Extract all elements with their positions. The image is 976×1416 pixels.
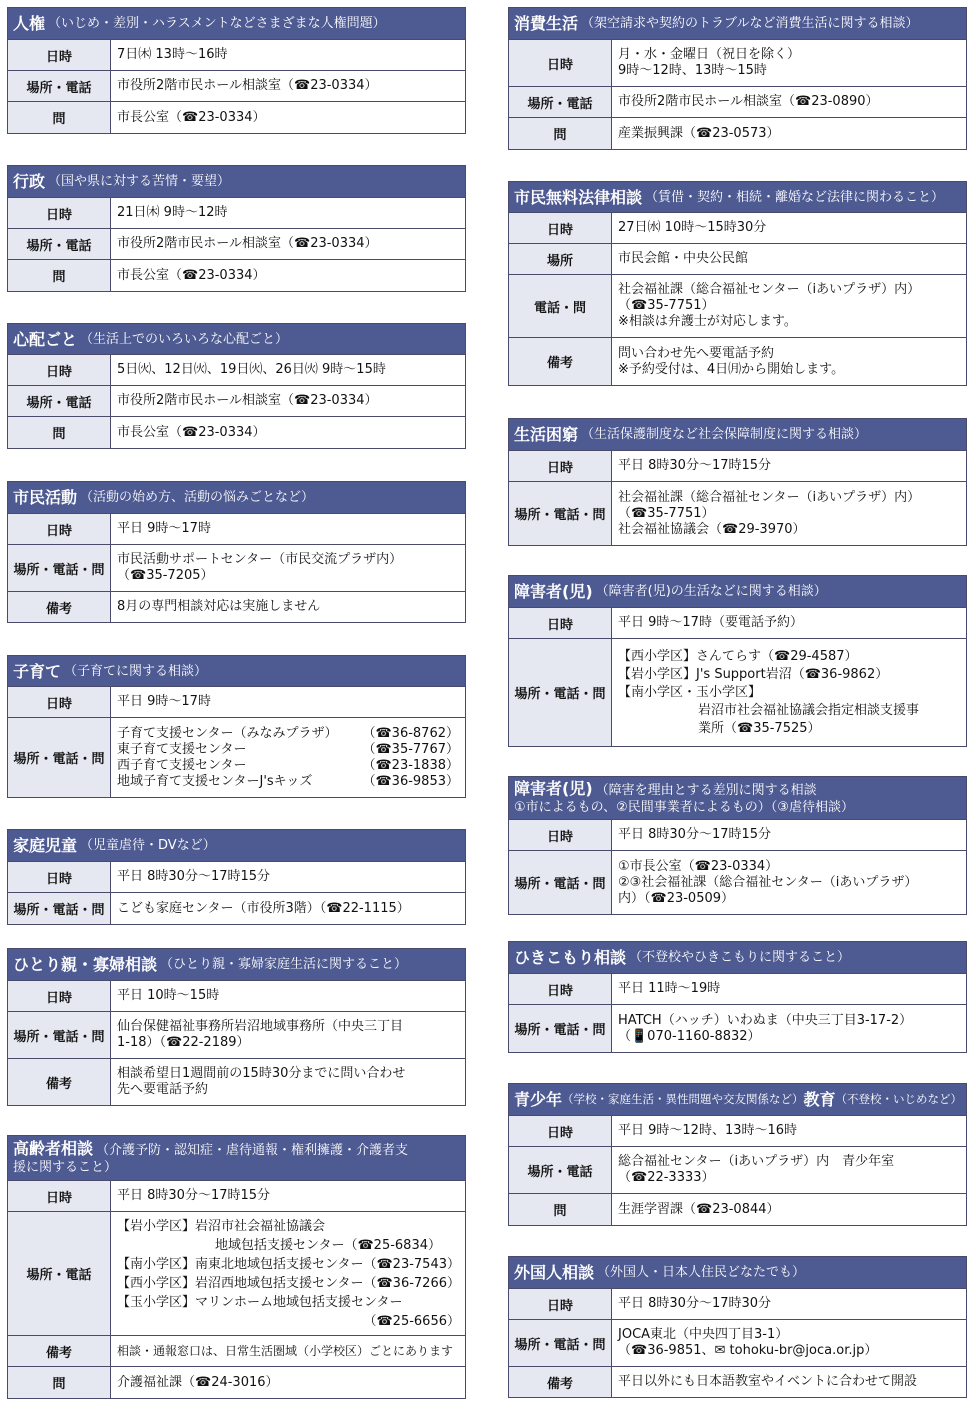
value-line: （☎22-3333） — [618, 1170, 715, 1185]
section-subtitle-2: （不登校・いじめなど） — [835, 1092, 963, 1106]
value-line: 【西小学区】さんてらす（☎29-4587） — [618, 648, 858, 664]
section-title: ひとり親・寡婦相談 — [13, 955, 158, 974]
row-value: 21日㈭ 9時〜12時 — [117, 205, 228, 220]
list-item — [117, 742, 459, 758]
entry-name: 東子育て支援センター — [117, 741, 247, 757]
date-row — [8, 981, 465, 1012]
value-line: ①市長公室（☎23-0334） — [618, 858, 779, 874]
row-label: 問 — [509, 118, 612, 149]
section-subtitle: （生活上でのいろいろな心配ごと） — [80, 331, 289, 347]
row-label: 日時 — [8, 862, 111, 892]
row-label: 日時 — [8, 514, 111, 544]
row-label: 場所・電話・問 — [8, 718, 111, 797]
row-label: 備考 — [509, 1367, 612, 1397]
row-label: 場所・電話・問 — [509, 1320, 612, 1366]
row-label: 場所・電話・問 — [509, 1005, 612, 1052]
row-value: 平日 9時〜12時、13時〜16時 — [618, 1123, 798, 1138]
date-row — [509, 451, 966, 482]
place-row — [8, 893, 465, 924]
value-line: ※相談は弁護士が対応します。 — [618, 314, 797, 329]
section-title: 子育て — [13, 661, 62, 681]
row-label: 場所 — [509, 244, 612, 274]
row-label: 場所・電話 — [509, 1147, 612, 1193]
row-label: 日時 — [8, 198, 111, 228]
list-item — [117, 726, 459, 742]
section-subtitle: （障害を理由とする差別に関する相談 — [595, 783, 817, 798]
entry-name: 子育て支援センター（みなみプラザ） — [117, 725, 338, 741]
row-label: 問 — [8, 260, 111, 291]
katei-jido-section — [7, 829, 466, 925]
place-row — [8, 1012, 465, 1059]
row-label: 場所・電話 — [8, 229, 111, 259]
section-subtitle: （不登校やひきこもりに関すること） — [629, 950, 851, 965]
row-label: 場所・電話・問 — [8, 1012, 111, 1058]
place-row — [509, 482, 966, 545]
value-line: 月・水・金曜日（祝日を除く） — [618, 47, 801, 62]
inquiry-row — [8, 1367, 465, 1398]
note-row — [509, 1367, 966, 1397]
row-value — [111, 1012, 465, 1058]
row-value: 平日 8時30分〜17時15分 — [618, 458, 772, 473]
row-label: 場所・電話・問 — [8, 893, 111, 924]
section-header — [8, 1136, 465, 1181]
row-label: 日時 — [509, 1116, 612, 1146]
row-label: 備考 — [8, 1059, 111, 1105]
section-title: 人権 — [13, 14, 46, 33]
value-line: 社会福祉協議会（☎29-3970） — [618, 521, 806, 537]
shimin-katsudo-section — [7, 481, 466, 623]
koureisha-section — [7, 1135, 466, 1399]
gaikokujin-section — [508, 1256, 967, 1398]
row-label: 日時 — [8, 355, 111, 385]
value-line: ※予約受付は、4日㈪から開始します。 — [618, 361, 845, 377]
inquiry-row — [8, 102, 465, 133]
row-label: 問 — [8, 102, 111, 133]
date-row — [8, 514, 465, 545]
row-value: 平日 8時30分〜17時30分 — [618, 1296, 772, 1311]
inquiry-row — [8, 260, 465, 291]
place-row — [8, 386, 465, 417]
row-value: 相談・通報窓口は、日常生活圏域（小学校区）ごとにあります — [117, 1344, 454, 1358]
row-label: 場所・電話 — [8, 386, 111, 416]
place-row — [509, 87, 966, 118]
row-label: 問 — [8, 417, 111, 448]
value-line: 地域包括支援センター（☎25-6834） — [215, 1237, 441, 1253]
place-row — [8, 718, 465, 797]
row-label: 日時 — [509, 608, 612, 638]
date-row — [509, 213, 966, 244]
inquiry-row — [509, 118, 966, 149]
section-title: 外国人相談 — [514, 1263, 595, 1282]
section-subtitle-line2: 援に関すること） — [13, 1160, 118, 1175]
row-value — [612, 1147, 966, 1193]
row-label: 日時 — [8, 1181, 111, 1211]
section-title: 心配ごと — [13, 329, 78, 349]
row-value — [612, 1320, 966, 1366]
section-header — [8, 482, 465, 514]
row-value: 産業振興課（☎23-0573） — [618, 125, 780, 141]
row-value: 市長公室（☎23-0334） — [117, 109, 266, 125]
date-row — [8, 862, 465, 893]
section-subtitle: （児童虐待・DVなど） — [80, 838, 216, 853]
section-title: 市民活動 — [13, 488, 78, 507]
date-row — [509, 974, 966, 1005]
note-row — [8, 1336, 465, 1367]
row-label: 問 — [8, 1367, 111, 1398]
row-value: 市役所2階市民ホール相談室（☎23-0890） — [618, 94, 879, 109]
row-label: 備考 — [509, 338, 612, 385]
place-row — [8, 1212, 465, 1336]
shougai-seikatsu-section — [508, 575, 967, 747]
row-value: 平日 8時30分〜17時15分 — [117, 869, 271, 884]
section-subtitle: （賃借・契約・相続・離婚など法律に関わること） — [645, 189, 945, 205]
section-subtitle: （生活保護制度など社会保障制度に関する相談） — [581, 427, 868, 442]
value-line: JOCA東北（中央四丁目3-1） — [618, 1327, 789, 1342]
row-value — [612, 851, 966, 914]
section-header — [509, 942, 966, 974]
section-subtitle: （子育てに関する相談） — [64, 663, 208, 679]
value-line: 【玉小学区】マリンホーム地域包括支援センター — [117, 1294, 403, 1310]
note-row — [509, 338, 966, 385]
row-label: 場所・電話 — [509, 87, 612, 117]
place-row — [509, 639, 966, 746]
list-item — [117, 774, 459, 790]
row-value — [612, 482, 966, 545]
row-label: 日時 — [8, 40, 111, 70]
row-value — [612, 338, 966, 385]
hitorioya-section — [7, 948, 466, 1106]
list-item — [117, 758, 459, 774]
inquiry-row — [509, 1194, 966, 1225]
value-line: 岩沼市社会福祉協議会指定相談支援事 — [698, 702, 920, 718]
section-header — [8, 8, 465, 40]
value-line: （☎35-7751） — [618, 505, 715, 521]
value-line: 総合福祉センター（iあいプラザ）内 青少年室 — [618, 1154, 895, 1169]
shinpai-section — [7, 323, 466, 449]
section-title: 障害者(児) — [514, 582, 593, 601]
row-value: 5日㈫、12日㈫、19日㈫、26日㈫ 9時〜15時 — [117, 362, 386, 377]
date-row — [8, 198, 465, 229]
section-header — [509, 1257, 966, 1289]
place-row — [8, 545, 465, 592]
value-line: 内）（☎23-0509） — [618, 890, 735, 906]
row-value: 7日㈭ 13時〜16時 — [117, 47, 228, 62]
row-label: 問 — [509, 1194, 612, 1225]
row-value: 平日 9時〜17時 — [117, 521, 211, 536]
row-label: 備考 — [8, 1336, 111, 1366]
place-row — [509, 1005, 966, 1052]
section-title: ひきこもり相談 — [514, 948, 627, 967]
value-line: 市民活動サポートセンター（市民交流プラザ内） — [117, 552, 403, 567]
place-row — [509, 1320, 966, 1367]
section-header — [509, 182, 966, 213]
value-line: 【西小学区】岩沼西地域包括支援センター（☎36-7266） — [117, 1275, 460, 1291]
row-label: 場所・電話・問 — [509, 851, 612, 914]
value-line: 社会福祉課（総合福祉センター（iあいプラザ）内） — [618, 489, 921, 505]
value-line: 【岩小学区】J's Support岩沼（☎36-9862） — [618, 666, 889, 682]
row-label: 日時 — [509, 1289, 612, 1319]
row-value: 平日 11時〜19時 — [618, 981, 721, 996]
entry-tel: （☎36-8762） — [362, 725, 459, 741]
row-value: こども家庭センター（市役所3階）（☎22-1115） — [117, 900, 410, 916]
section-header — [509, 777, 966, 820]
section-header — [509, 1084, 966, 1116]
row-label: 日時 — [509, 451, 612, 481]
place-row — [509, 244, 966, 275]
date-row — [8, 40, 465, 71]
date-row — [509, 1116, 966, 1147]
row-value — [111, 1059, 465, 1105]
value-line: 業所（☎35-7525） — [698, 720, 821, 736]
row-label: 場所・電話・問 — [509, 482, 612, 545]
shohi-seikatsu-section — [508, 7, 967, 150]
entry-tel: （☎35-7767） — [362, 741, 459, 757]
row-value: 平日 9時〜17時 — [117, 694, 211, 709]
section-subtitle: （介護予防・認知症・虐待通報・権利擁護・介護者支 — [96, 1143, 409, 1158]
value-line: 1-18）（☎22-2189） — [117, 1035, 250, 1050]
section-subtitle: （いじめ・差別・ハラスメントなどさまざまな人権問題） — [48, 16, 386, 31]
value-line: 仙台保健福祉事務所岩沼地域事務所（中央三丁目 — [117, 1019, 404, 1034]
section-header — [8, 830, 465, 862]
value-line: 【南小学区・玉小学区】 — [618, 684, 762, 700]
section-header — [8, 166, 465, 198]
place-row — [8, 229, 465, 260]
row-value — [111, 1212, 466, 1335]
row-label: 日時 — [509, 974, 612, 1004]
value-line: 【南小学区】南東北地域包括支援センター（☎23-7543） — [117, 1256, 460, 1272]
date-row — [8, 355, 465, 386]
date-row — [509, 40, 966, 87]
gyosei-section — [7, 165, 466, 292]
entry-name: 地域子育て支援センターJ'sキッズ — [117, 773, 313, 789]
value-line: （☎25-6656） — [363, 1313, 460, 1329]
row-value — [111, 718, 465, 797]
row-value: 市役所2階市民ホール相談室（☎23-0334） — [117, 78, 378, 93]
date-row — [509, 820, 966, 851]
section-title: 高齢者相談 — [13, 1139, 94, 1158]
row-value: 平日 10時〜15時 — [117, 988, 220, 1003]
row-value — [111, 545, 465, 591]
place-row — [509, 1147, 966, 1194]
date-row — [509, 1289, 966, 1320]
inquiry-row — [8, 417, 465, 448]
entry-name: 西子育て支援センター — [117, 757, 247, 773]
row-value: 平日 8時30分〜17時15分 — [117, 1188, 271, 1203]
row-value: 平日 9時〜17時（要電話予約） — [618, 615, 803, 630]
phone-row — [509, 275, 966, 338]
section-header — [8, 656, 465, 687]
section-header — [8, 324, 465, 355]
houritsu-section — [508, 181, 967, 386]
row-value: 市役所2階市民ホール相談室（☎23-0334） — [117, 393, 378, 408]
row-value: 8月の専門相談対応は実施しません — [117, 599, 321, 614]
section-subtitle: （学校・家庭生活・異性問題や交友関係など） — [562, 1092, 804, 1106]
row-value: 市役所2階市民ホール相談室（☎23-0334） — [117, 236, 378, 251]
shougai-sabetsu-section — [508, 776, 967, 915]
row-label: 電話・問 — [509, 275, 612, 337]
section-subtitle-line2: ①市によるもの、②民間事業者によるもの）（③虐待相談） — [514, 800, 854, 815]
date-row — [8, 687, 465, 718]
row-label: 日時 — [509, 820, 612, 850]
section-header — [509, 576, 966, 608]
row-label: 日時 — [8, 981, 111, 1011]
section-subtitle: （外国人・日本人住民どなたでも） — [597, 1265, 806, 1280]
section-subtitle: （活動の始め方、活動の悩みごとなど） — [80, 490, 315, 505]
seishonen-section — [508, 1083, 967, 1226]
section-title: 家庭児童 — [13, 836, 78, 855]
kosodate-section — [7, 655, 466, 798]
section-header — [509, 8, 966, 40]
date-row — [8, 1181, 465, 1212]
value-line: ②③社会福祉課（総合福祉センター（iあいプラザ） — [618, 874, 918, 890]
row-value: 平日以外にも日本語教室やイベントに合わせて開設 — [618, 1374, 918, 1389]
row-value — [612, 1005, 966, 1052]
section-title-2: 教育 — [803, 1090, 836, 1109]
row-value: 生涯学習課（☎23-0844） — [618, 1201, 780, 1217]
row-label: 場所・電話・問 — [8, 545, 111, 591]
row-value: 平日 8時30分〜17時15分 — [618, 827, 772, 842]
place-row — [8, 71, 465, 102]
row-value — [612, 639, 966, 746]
row-label: 日時 — [509, 40, 612, 86]
value-line: （☎35-7205） — [117, 568, 214, 583]
value-line: 先へ要電話予約 — [117, 1082, 209, 1097]
entry-tel: （☎23-1838） — [362, 757, 459, 773]
section-title: 障害者(児) — [514, 779, 593, 798]
row-label: 場所・電話・問 — [509, 639, 612, 746]
section-title: 青少年 — [514, 1090, 563, 1109]
note-row — [8, 592, 465, 622]
seikatsu-konkyu-section — [508, 418, 967, 546]
value-line: 9時〜12時、13時〜15時 — [618, 63, 767, 78]
section-header — [509, 419, 966, 451]
section-subtitle: （架空請求や契約のトラブルなど消費生活に関する相談） — [581, 16, 919, 31]
row-value — [612, 275, 966, 337]
value-line: （📱070-1160-8832） — [618, 1028, 761, 1044]
value-line: HATCH（ハッチ）いわぬま（中央三丁目3-17-2） — [618, 1012, 913, 1028]
section-subtitle: （障害者(児)の生活などに関する相談） — [595, 584, 827, 599]
jinken-section — [7, 7, 466, 134]
value-line: 社会福祉課（総合福祉センター（iあいプラザ）内） — [618, 282, 921, 297]
value-line: （☎36-9851、✉ tohoku-br@joca.or.jp） — [618, 1343, 878, 1358]
row-value: 市長公室（☎23-0334） — [117, 424, 266, 440]
row-value: 市長公室（☎23-0334） — [117, 267, 266, 283]
entry-tel: （☎36-9853） — [362, 773, 459, 789]
row-label: 場所・電話 — [8, 1212, 111, 1335]
section-subtitle: （国や県に対する苦情・要望） — [48, 174, 231, 189]
row-label: 日時 — [509, 213, 612, 243]
row-label: 場所・電話 — [8, 71, 111, 101]
row-value: 介護福祉課（☎24-3016） — [117, 1374, 279, 1390]
date-row — [509, 608, 966, 639]
section-header — [8, 949, 465, 981]
note-row — [8, 1059, 465, 1105]
section-title: 消費生活 — [514, 14, 579, 33]
section-title: 市民無料法律相談 — [514, 187, 643, 207]
value-line: （☎35-7751） — [618, 298, 715, 313]
value-line: 問い合わせ先へ要電話予約 — [618, 345, 775, 361]
row-label: 備考 — [8, 592, 111, 622]
section-title: 行政 — [13, 172, 46, 191]
row-value — [612, 40, 966, 86]
row-label: 日時 — [8, 687, 111, 717]
place-row — [509, 851, 966, 914]
hikikomori-section — [508, 941, 967, 1053]
row-value: 27日㈬ 10時〜15時30分 — [618, 220, 767, 235]
value-line: 【岩小学区】岩沼市社会福祉協議会 — [117, 1218, 326, 1234]
section-title: 生活困窮 — [514, 425, 579, 444]
value-line: 相談希望日1週間前の15時30分までに問い合わせ — [117, 1066, 406, 1081]
row-value: 市民会館・中央公民館 — [618, 251, 749, 266]
section-subtitle: （ひとり親・寡婦家庭生活に関すること） — [160, 957, 408, 972]
